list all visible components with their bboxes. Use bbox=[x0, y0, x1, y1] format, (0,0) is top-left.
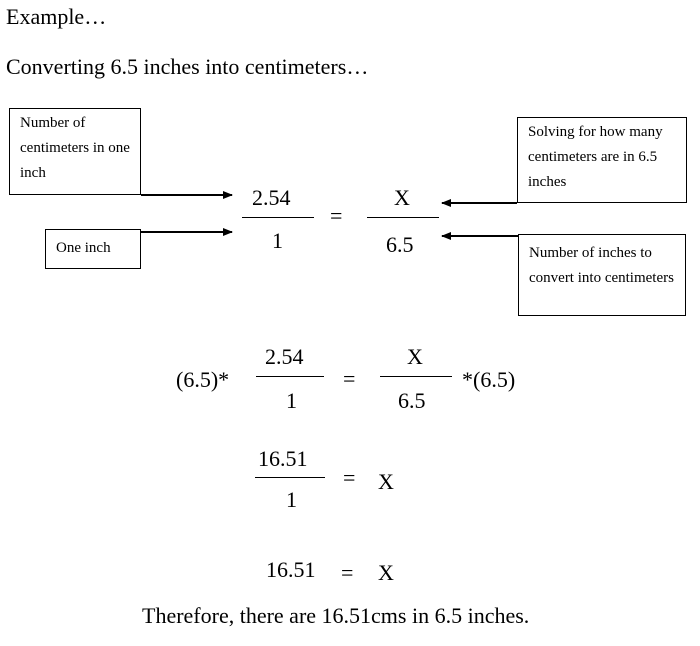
step2-fraction-bar bbox=[255, 477, 325, 478]
step3-equals: = bbox=[341, 560, 354, 585]
step1-right-fraction-bar bbox=[380, 376, 452, 377]
step2-numerator: 16.51 bbox=[258, 446, 308, 471]
step1-right-numerator: X bbox=[407, 344, 423, 369]
step1-suffix: *(6.5) bbox=[462, 367, 516, 392]
conclusion-text: Therefore, there are 16.51cms in 6.5 inches. bbox=[142, 603, 530, 628]
step1-left-denominator: 1 bbox=[286, 388, 297, 413]
proportion-equals: = bbox=[330, 203, 343, 228]
step3-rhs: X bbox=[378, 560, 394, 585]
step1-equals: = bbox=[343, 366, 356, 391]
step2-denominator: 1 bbox=[286, 487, 297, 512]
proportion-left-fraction-bar bbox=[242, 217, 314, 218]
step1-right-denominator: 6.5 bbox=[398, 388, 426, 413]
step1-left-numerator: 2.54 bbox=[265, 344, 304, 369]
example-heading: Example… bbox=[6, 4, 107, 29]
proportion-right-fraction-bar bbox=[367, 217, 439, 218]
proportion-right-numerator: X bbox=[394, 185, 410, 210]
proportion-left-denominator: 1 bbox=[272, 228, 283, 253]
problem-statement: Converting 6.5 inches into centimeters… bbox=[6, 54, 369, 79]
label-box-cm-per-inch: Number of centimeters in one inch bbox=[9, 108, 141, 195]
step2-rhs: X bbox=[378, 469, 394, 494]
step1-left-fraction-bar bbox=[256, 376, 324, 377]
label-box-one-inch: One inch bbox=[45, 229, 141, 269]
step1-prefix: (6.5)* bbox=[176, 367, 230, 392]
proportion-right-denominator: 6.5 bbox=[386, 232, 414, 257]
label-box-solving-for: Solving for how many centimeters are in 6.5 inches bbox=[517, 117, 687, 203]
proportion-left-numerator: 2.54 bbox=[252, 185, 291, 210]
step2-equals: = bbox=[343, 465, 356, 490]
step3-lhs: 16.51 bbox=[266, 557, 316, 582]
label-box-inches-to-convert: Number of inches to convert into centimeters bbox=[518, 234, 686, 316]
